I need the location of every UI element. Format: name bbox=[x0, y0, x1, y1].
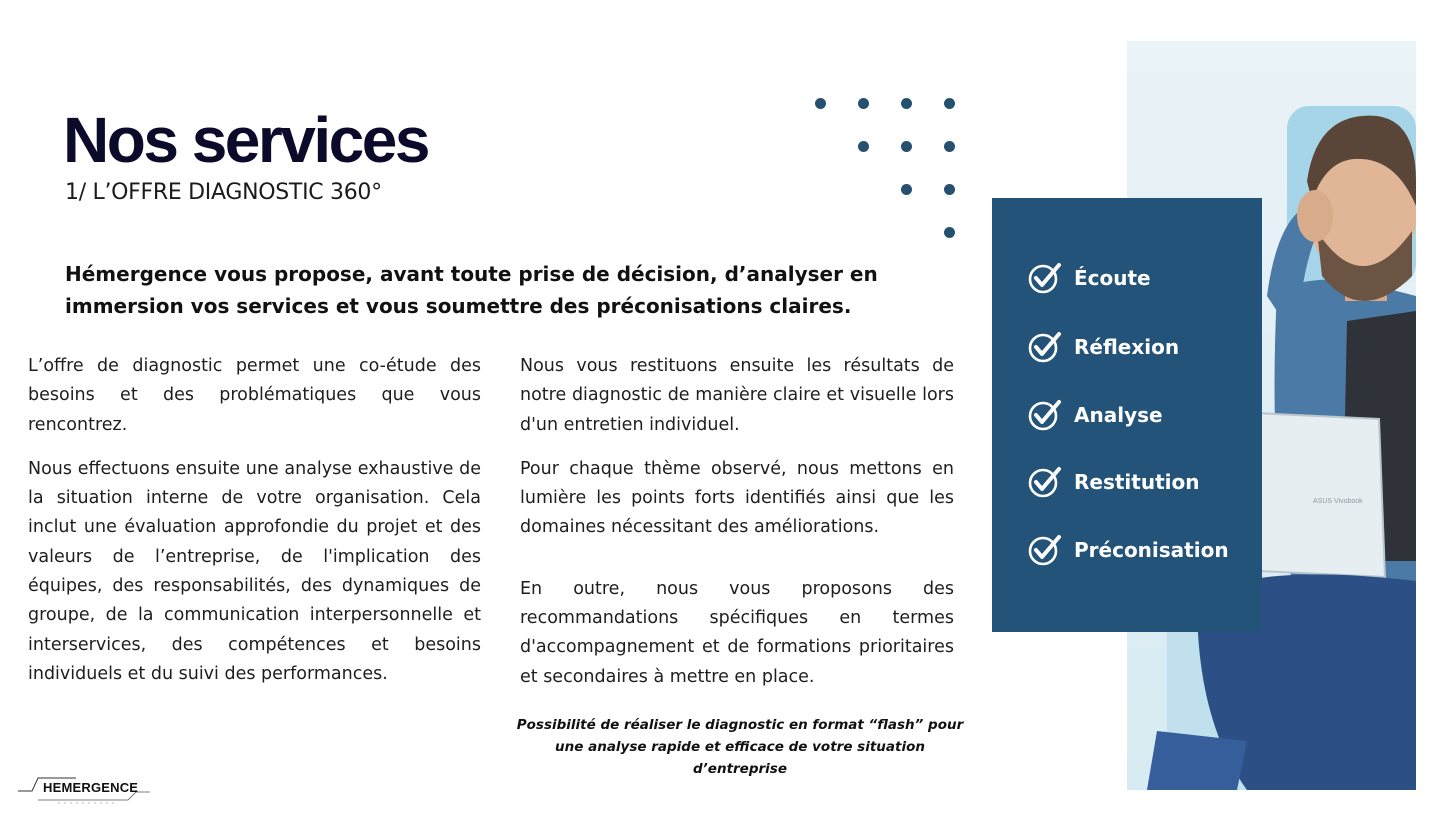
process-panel bbox=[992, 198, 1262, 632]
right-paragraph-2: Pour chaque thème observé, nous mettons en lumière les points forts identifiés ainsi que les domaines nécessitant des améliorations. bbox=[520, 458, 954, 538]
intro-text: Hémergence vous propose, avant toute prise de décision, d’analyser en immersion vos services et vous soumettre des préconisations claires. bbox=[65, 262, 878, 318]
hemergence-logo bbox=[18, 776, 152, 806]
panel-item-label: Restitution bbox=[1074, 470, 1200, 494]
check-circle-icon bbox=[1028, 533, 1062, 567]
svg-text:ASUS Vivobook: ASUS Vivobook bbox=[1313, 498, 1363, 505]
panel-item-reflexion bbox=[1028, 330, 1179, 364]
check-circle-icon bbox=[1028, 261, 1062, 295]
right-paragraph-1: Nous vous restituons ensuite les résultats de notre diagnostic de manière claire et visuelle lors d'un entretien individuel. bbox=[520, 356, 954, 435]
decor-dot bbox=[901, 141, 912, 152]
dot-pattern-decoration bbox=[810, 94, 970, 244]
panel-item-label: Réflexion bbox=[1074, 335, 1180, 359]
check-circle-icon bbox=[1028, 330, 1062, 364]
decor-dot bbox=[815, 98, 826, 109]
left-column bbox=[28, 352, 481, 704]
decor-dot bbox=[858, 141, 869, 152]
decor-dot bbox=[944, 98, 955, 109]
right-column bbox=[520, 352, 954, 707]
panel-item-ecoute bbox=[1028, 261, 1151, 295]
panel-item-analyse bbox=[1028, 398, 1163, 432]
left-paragraph-1: L’offre de diagnostic permet une co-étude des besoins et des problématiques que vous rencontrez. bbox=[28, 356, 481, 435]
page-subtitle: 1/ L’OFFRE DIAGNOSTIC 360° bbox=[65, 180, 382, 205]
panel-item-label: Écoute bbox=[1074, 266, 1151, 290]
right-paragraph-3: En outre, nous vous proposons des recommandations spécifiques en termes d'accompagnement et de formations prioritaires et secondaires à mettre en place. bbox=[520, 578, 954, 687]
decor-dot bbox=[858, 98, 869, 109]
panel-item-preconisation bbox=[1028, 533, 1229, 567]
check-circle-icon bbox=[1028, 398, 1062, 432]
panel-item-restitution bbox=[1028, 465, 1199, 499]
panel-item-label: Préconisation bbox=[1074, 538, 1229, 562]
decor-dot bbox=[901, 98, 912, 109]
panel-item-label: Analyse bbox=[1074, 403, 1163, 427]
logo-text: HEMERGENCE bbox=[43, 780, 139, 795]
decor-dot bbox=[901, 184, 912, 195]
decor-dot bbox=[944, 227, 955, 238]
flash-format-note: Possibilité de réaliser le diagnostic en format “flash” pour une analyse rapide et efficace de votre situation d’entreprise bbox=[516, 717, 964, 777]
check-circle-icon bbox=[1028, 465, 1062, 499]
decor-dot bbox=[944, 141, 955, 152]
decor-dot bbox=[944, 184, 955, 195]
page-title: Nos services bbox=[63, 104, 428, 176]
left-paragraph-2: Nous effectuons ensuite une analyse exhaustive de la situation interne de votre organisation. Cela inclut une évaluation approfondie du projet et des valeurs de l’entreprise, de l'implication des équipes, des responsabilités, des dynamiques de groupe, de la communication interpersonnelle et interservices, des compétences et besoins individuels et du suivi des performances. bbox=[28, 458, 481, 684]
